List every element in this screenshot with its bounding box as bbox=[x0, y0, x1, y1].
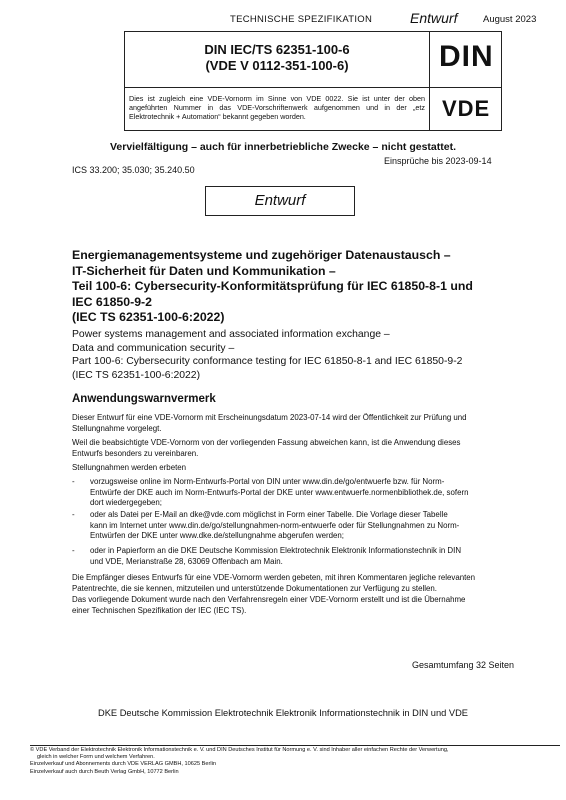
list-item-line: oder in Papierform an die DKE Deutsche Kommission Elektrotechnik Elektronik Informationstechnik in DIN bbox=[90, 546, 462, 555]
bullet-dash: - bbox=[72, 477, 75, 486]
title-de-line: (IEC TS 62351-100-6:2022) bbox=[72, 310, 225, 324]
vde-note: Dies ist zugleich eine VDE-Vornorm im Sinne von VDE 0022. Sie ist unter der oben angeführten Nummer in das VDE-Vorschriftenwerk aufgenommen und in der „etz Elektrotechnik + Automation“ bekannt gegeben worden. bbox=[129, 94, 425, 121]
paragraph-line: Stellungnahme vorgelegt. bbox=[72, 423, 162, 433]
title-en-line: Power systems management and associated information exchange – bbox=[72, 329, 390, 340]
title-german bbox=[72, 248, 512, 326]
title-de-line: IT-Sicherheit für Daten und Kommunikation – bbox=[72, 263, 336, 278]
usage-note-p4 bbox=[72, 573, 512, 594]
total-pages: Gesamtumfang 32 Seiten bbox=[412, 660, 515, 670]
paragraph-line: Dieser Entwurf für eine VDE-Vornorm mit Erscheinungsdatum 2023-07-14 wird der Öffentlichkeit zur Prüfung und bbox=[72, 413, 467, 422]
footer-line: Einzelverkauf auch durch Beuth Verlag GmbH, 10772 Berlin bbox=[30, 768, 179, 775]
publication-date: August 2023 bbox=[483, 14, 537, 25]
usage-note-p1 bbox=[72, 413, 512, 434]
din-logo-box bbox=[429, 31, 502, 88]
draft-status: Entwurf bbox=[410, 10, 458, 26]
title-en-line: Part 100-6: Cybersecurity conformance testing for IEC 61850-8-1 and IEC 61850-9-2 bbox=[72, 356, 463, 367]
list-item bbox=[72, 546, 512, 568]
title-de-line: Energiemanagementsysteme und zugehöriger Datenaustausch – bbox=[72, 248, 451, 262]
list-item-line: kann im Internet unter www.din.de/go/stellungnahmen-norm-entwuerfe oder für Stellungnahmen zu Norm- bbox=[90, 520, 460, 530]
list-item-line: dort wiedergegeben; bbox=[90, 498, 162, 508]
draft-box bbox=[205, 186, 355, 216]
din-logo: DIN bbox=[439, 40, 494, 73]
vde-number: (VDE V 0112-351-100-6) bbox=[205, 58, 349, 73]
footer-divider bbox=[30, 745, 560, 746]
publisher: DKE Deutsche Kommission Elektrotechnik Elektronik Informationstechnik in DIN und VDE bbox=[98, 708, 468, 718]
usage-note-heading: Anwendungswarnvermerk bbox=[72, 393, 216, 405]
footer-line: gleich in welcher Form und welchem Verfahren. bbox=[37, 754, 155, 761]
draft-box-label: Entwurf bbox=[254, 192, 306, 209]
usage-note-p2 bbox=[72, 438, 512, 459]
vde-logo: VDE bbox=[442, 96, 491, 121]
paragraph-line: Entwurfs besonders zu vereinbaren. bbox=[72, 448, 199, 458]
title-en-line: Data and communication security – bbox=[72, 342, 235, 354]
paragraph-line: Patentrechte, die sie kennen, mitzuteilen und unterstützende Dokumentationen zur Verfügung zu stellen. bbox=[72, 583, 437, 593]
title-de-line: IEC 61850-9-2 bbox=[72, 294, 152, 309]
list-item-line: und VDE, Merianstraße 28, 63069 Offenbach am Main. bbox=[90, 556, 283, 566]
ics-codes: ICS 33.200; 35.030; 35.240.50 bbox=[72, 165, 195, 175]
title-de-line: Teil 100-6: Cybersecurity-Konformitätsprüfung für IEC 61850-8-1 und bbox=[72, 279, 473, 293]
paragraph-line: Weil die beabsichtigte VDE-Vornorm von der vorliegenden Fassung abweichen kann, ist die Anwendung dieses bbox=[72, 438, 461, 447]
list-item-line: Entwürfe der DKE auch im Norm-Entwurfs-Portal der DKE unter www.entwuerfe.normenbibliothek.de, sofern bbox=[90, 487, 469, 497]
document-type: TECHNISCHE SPEZIFIKATION bbox=[230, 14, 373, 25]
document-number-box bbox=[124, 31, 430, 88]
reproduction-notice: Vervielfältigung – auch für innerbetriebliche Zwecke – nicht gestattet. bbox=[109, 141, 456, 153]
bullet-dash: - bbox=[72, 510, 75, 519]
list-item bbox=[72, 477, 512, 509]
footer-copyright bbox=[30, 747, 566, 776]
list-item-line: Entwürfen der DKE unter www.dke.de/stellungnahme abgerufen werden; bbox=[90, 531, 344, 541]
title-english bbox=[72, 328, 512, 382]
objection-deadline: Einsprüche bis 2023-09-14 bbox=[384, 156, 492, 166]
usage-note-p3: Stellungnahmen werden erbeten bbox=[72, 463, 187, 472]
vde-note-box bbox=[124, 87, 430, 131]
list-item-line: vorzugsweise online im Norm-Entwurfs-Portal von DIN unter www.din.de/go/entwuerfe bzw. für Norm- bbox=[90, 477, 445, 486]
paragraph-line: Die Empfänger dieses Entwurfs für eine VDE-Vornorm werden gebeten, mit ihren Kommentaren jegliche relevanten bbox=[72, 573, 476, 582]
list-item bbox=[72, 510, 512, 542]
title-en-line: (IEC TS 62351-100-6:2022) bbox=[72, 369, 201, 381]
paragraph-line: einer Technischen Spezifikation der IEC (IEC TS). bbox=[72, 605, 247, 615]
usage-note-p5 bbox=[72, 595, 512, 616]
bullet-dash: - bbox=[72, 546, 75, 555]
vde-logo-box bbox=[429, 87, 502, 131]
document-number: DIN IEC/TS 62351-100-6 bbox=[204, 42, 350, 57]
footer-line: © VDE Verband der Elektrotechnik Elektronik Informationstechnik e. V. und DIN Deutsches Institut für Normung e. V. sind Inhaber aller einfachen Rechte der Verwertung, bbox=[30, 747, 449, 753]
paragraph-line: Das vorliegende Dokument wurde nach den Verfahrensregeln einer VDE-Vornorm erstellt und ist die Übernahme bbox=[72, 595, 466, 604]
list-item-line: oder als Datei per E-Mail an dke@vde.com möglichst in Form einer Tabelle. Die Vorlage dieser Tabelle bbox=[90, 510, 448, 519]
footer-line: Einzelverkauf und Abonnements durch VDE VERLAG GMBH, 10625 Berlin bbox=[30, 761, 216, 768]
